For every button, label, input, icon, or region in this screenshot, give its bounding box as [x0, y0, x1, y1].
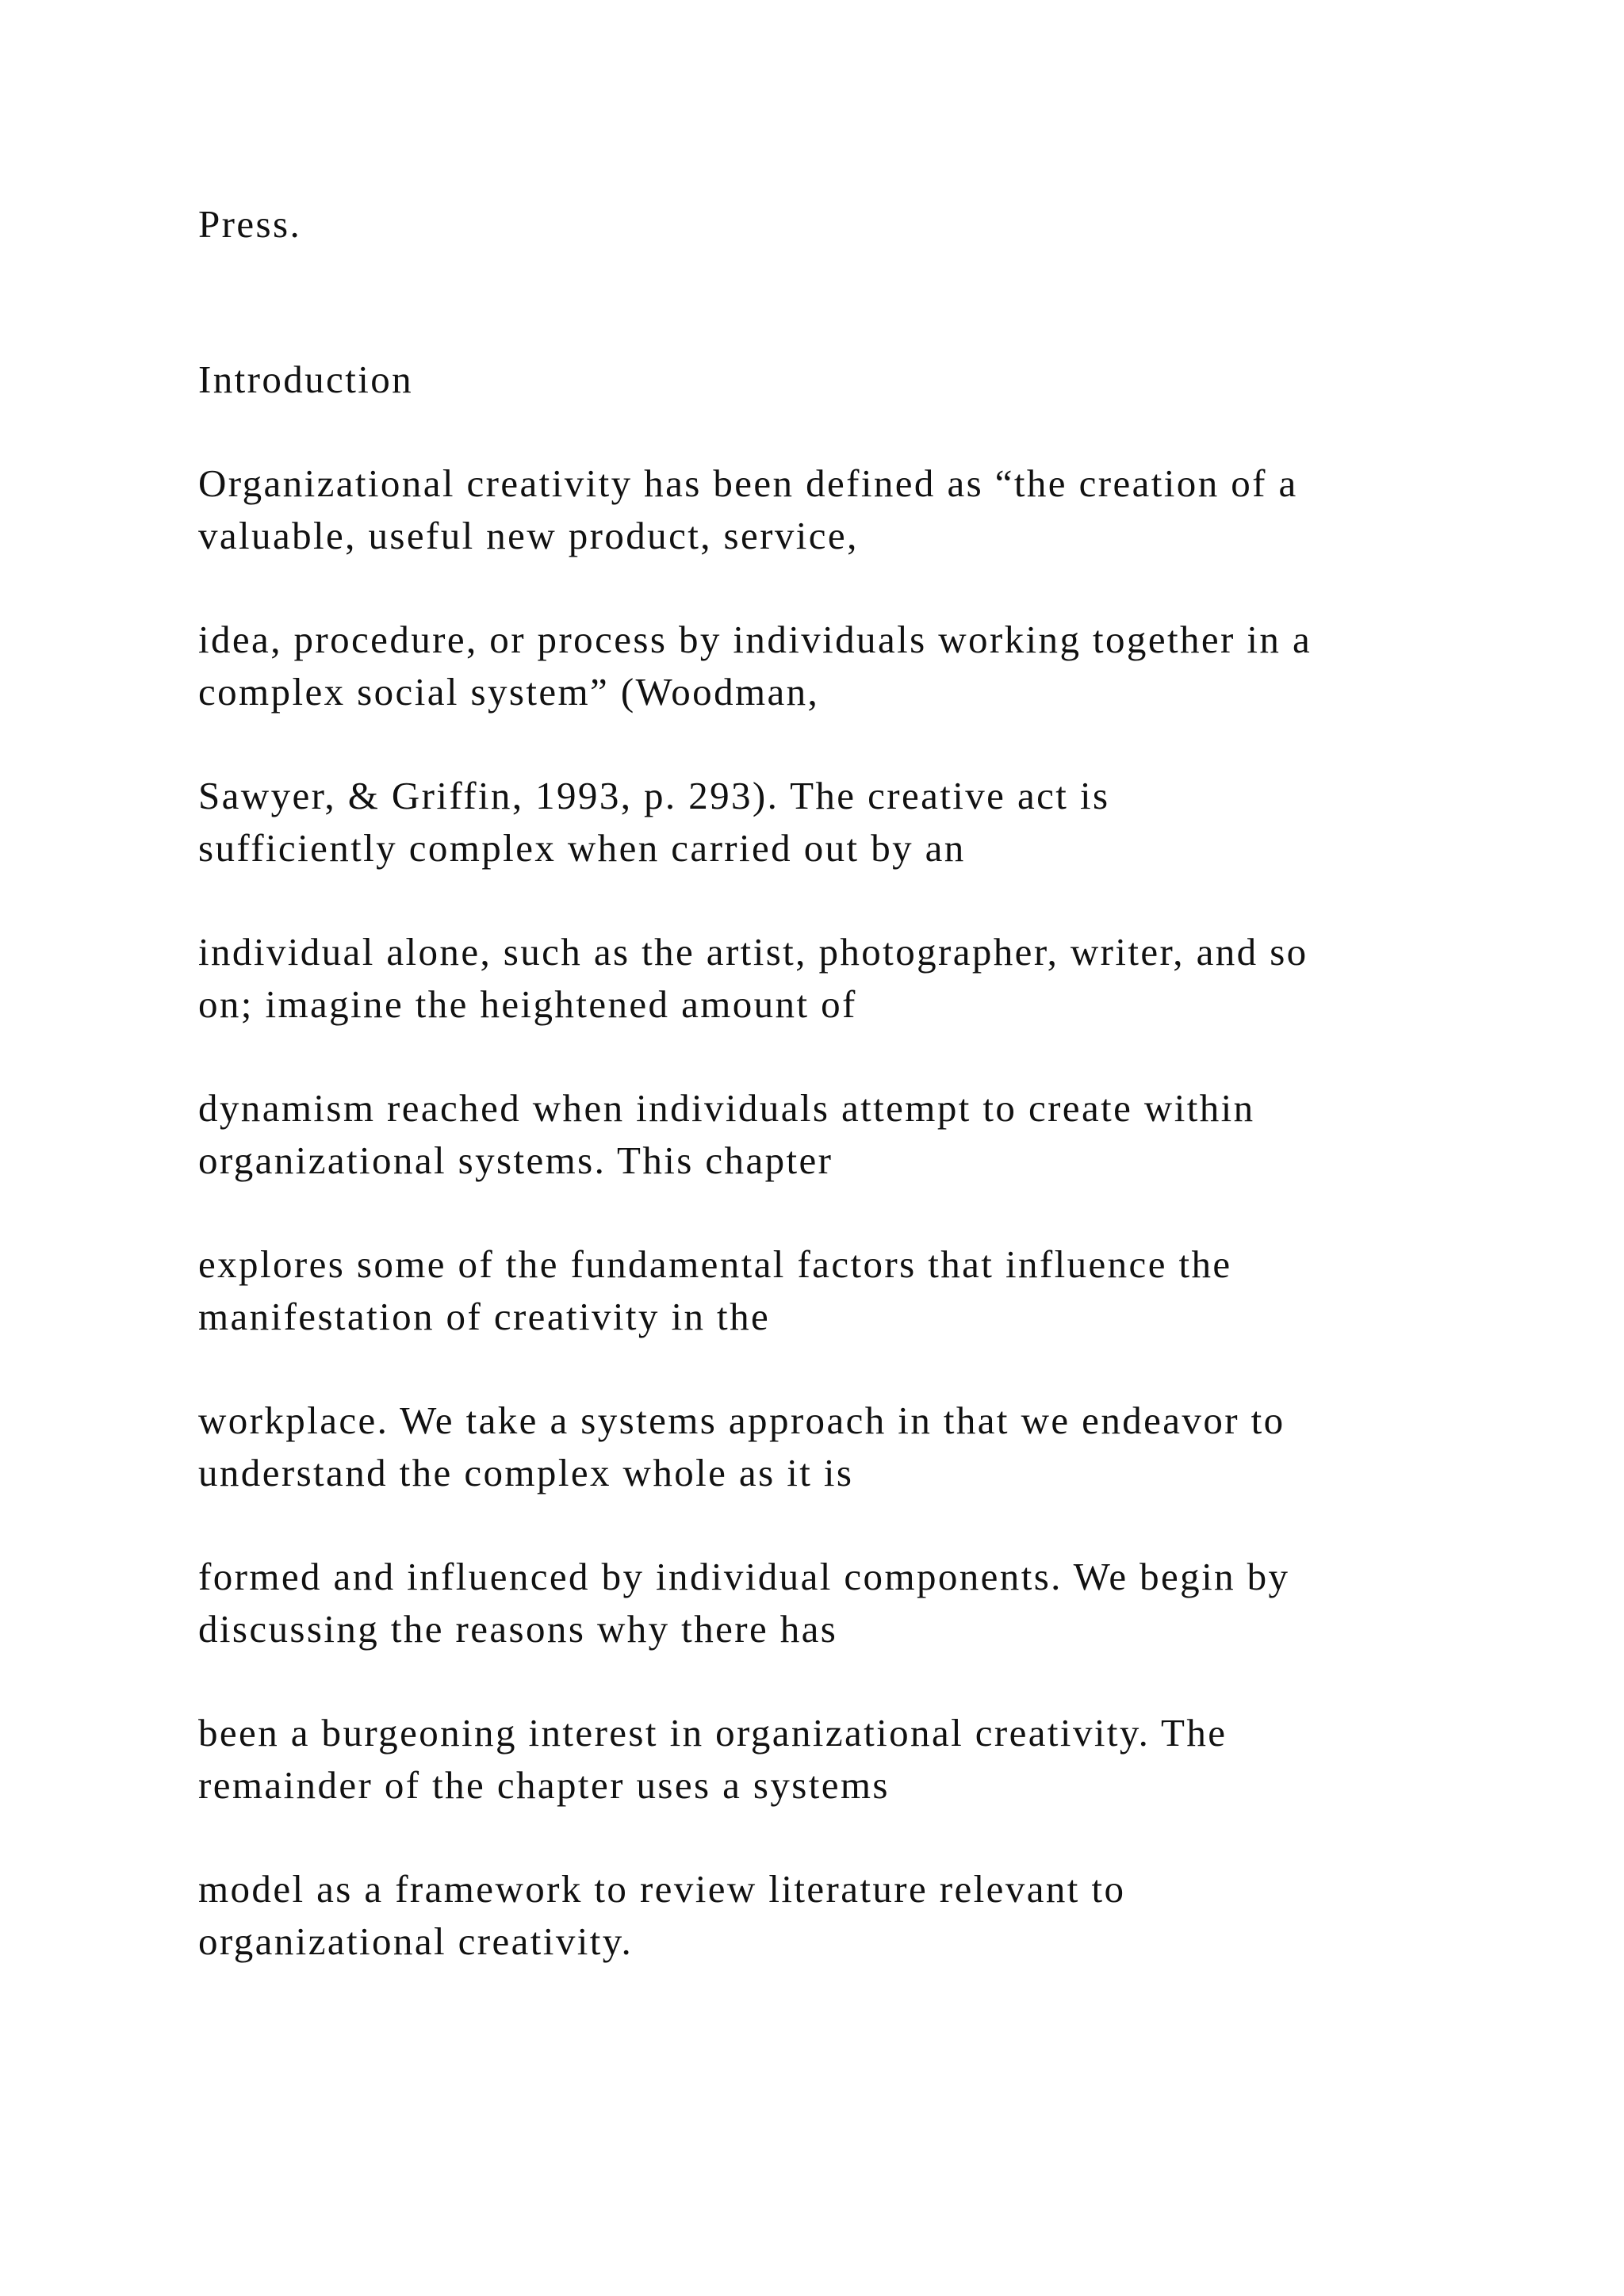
text-line: explores some of the fundamental factors that influence the [198, 1242, 1232, 1286]
text-line: been a burgeoning interest in organizational creativity. The [198, 1711, 1228, 1755]
text-line: formed and influenced by individual components. We begin by [198, 1555, 1290, 1598]
text-line: sufficiently complex when carried out by an [198, 826, 966, 870]
text-line: idea, procedure, or process by individuals working together in a [198, 618, 1312, 661]
text-line: manifestation of creativity in the [198, 1295, 771, 1338]
text-line: valuable, useful new product, service, [198, 514, 859, 557]
text-line: organizational creativity. [198, 1919, 634, 1963]
text-line-press: Press. [198, 202, 302, 246]
text-line: model as a framework to review literature relevant to [198, 1867, 1126, 1911]
text-line: individual alone, such as the artist, photographer, writer, and so [198, 930, 1308, 974]
text-line: organizational systems. This chapter [198, 1138, 833, 1182]
text-line: discussing the reasons why there has [198, 1607, 838, 1651]
text-line: Organizational creativity has been defined as “the creation of a [198, 461, 1298, 505]
text-line: complex social system” (Woodman, [198, 670, 820, 714]
text-line: on; imagine the heightened amount of [198, 982, 857, 1026]
section-heading-introduction: Introduction [198, 358, 414, 401]
text-line: dynamism reached when individuals attempt to create within [198, 1086, 1255, 1130]
text-line: remainder of the chapter uses a systems [198, 1763, 890, 1807]
text-line: Sawyer, & Griffin, 1993, p. 293). The creative act is [198, 774, 1110, 817]
text-line: understand the complex whole as it is [198, 1451, 854, 1494]
text-line: workplace. We take a systems approach in that we endeavor to [198, 1399, 1285, 1442]
